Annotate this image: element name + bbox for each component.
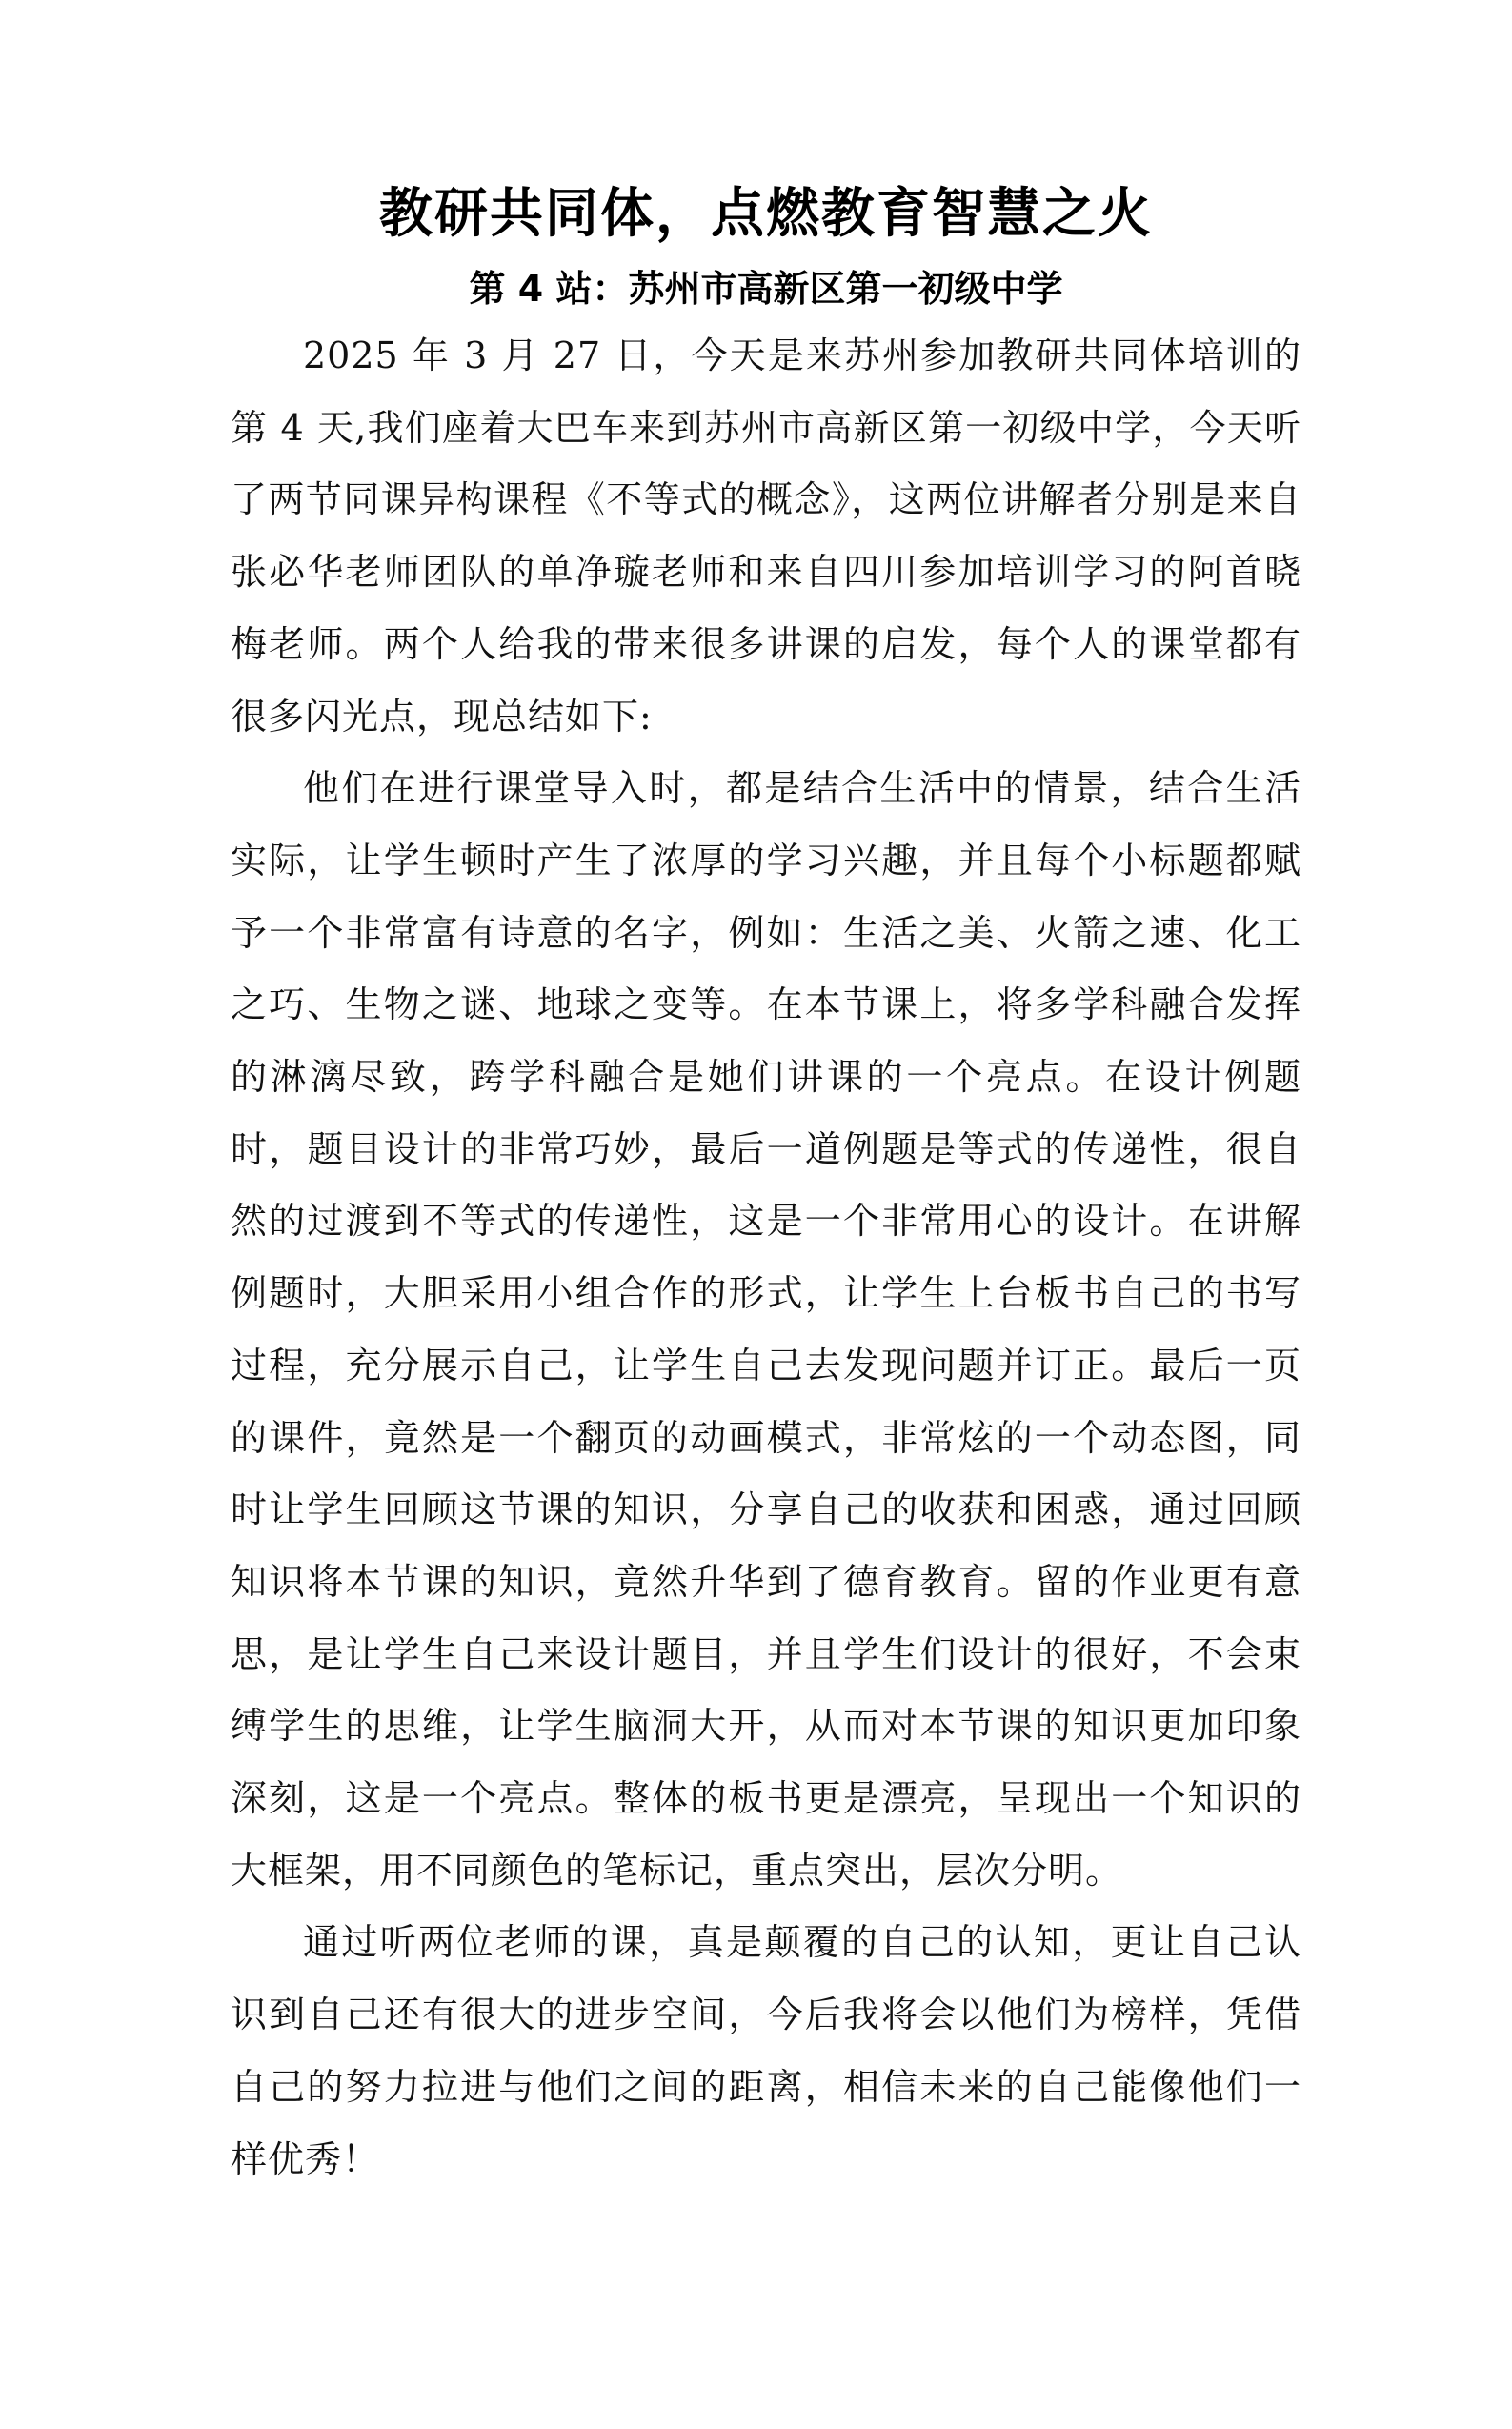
article (231, 172, 1301, 2196)
article-title: 教研共同体，点燃教育智慧之火 (379, 183, 1153, 245)
paragraph-intro: 2025 年 3 月 27 日，今天是来苏州参加教研共同体培训的第 4 天,我们座着大巴车来到苏州市高新区第一初级中学，今天听了两节同课异构课程《不等式的概念》，这两位讲解者分别是来自张必华老师团队的单净璇老师和来自四川参加培训学习的阿首晓梅老师。两个人给我的带来很多讲课的启发，每个人的课堂都有很多闪光点，现总结如下: (231, 334, 1301, 738)
article-subtitle: 第 4 站：苏州市高新区第一初级中学 (469, 268, 1063, 310)
paragraph-conclusion: 通过听两位老师的课，真是颠覆的自己的认知，更让自己认识到自己还有很大的进步空间，今后我将会以他们为榜样，凭借自己的努力拉进与他们之间的距离，相信未来的自己能像他们一样优秀！ (231, 1921, 1301, 2180)
paragraph-summary: 他们在进行课堂导入时，都是结合生活中的情景，结合生活实际，让学生顿时产生了浓厚的学习兴趣，并且每个小标题都赋予一个非常富有诗意的名字，例如：生活之美、火箭之速、化工之巧、生物之谜、地球之变等。在本节课上，将多学科融合发挥的淋漓尽致，跨学科融合是她们讲课的一个亮点。在设计例题时，题目设计的非常巧妙，最后一道例题是等式的传递性，很自然的过渡到不等式的传递性，这是一个非常用心的设计。在讲解例题时，大胆采用小组合作的形式，让学生上台板书自己的书写过程，充分展示自己，让学生自己去发现问题并订正。最后一页的课件，竟然是一个翻页的动画模式，非常炫的一个动态图，同时让学生回顾这节课的知识，分享自己的收获和困惑，通过回顾知识将本节课的知识，竟然升华到了德育教育。留的作业更有意思，是让学生自己来设计题目，并且学生们设计的很好，不会束缚学生的思维，让学生脑洞大开，从而对本节课的知识更加印象深刻，这是一个亮点。整体的板书更是漂亮，呈现出一个知识的大框架，用不同颜色的笔标记，重点突出，层次分明。 (231, 767, 1301, 1892)
